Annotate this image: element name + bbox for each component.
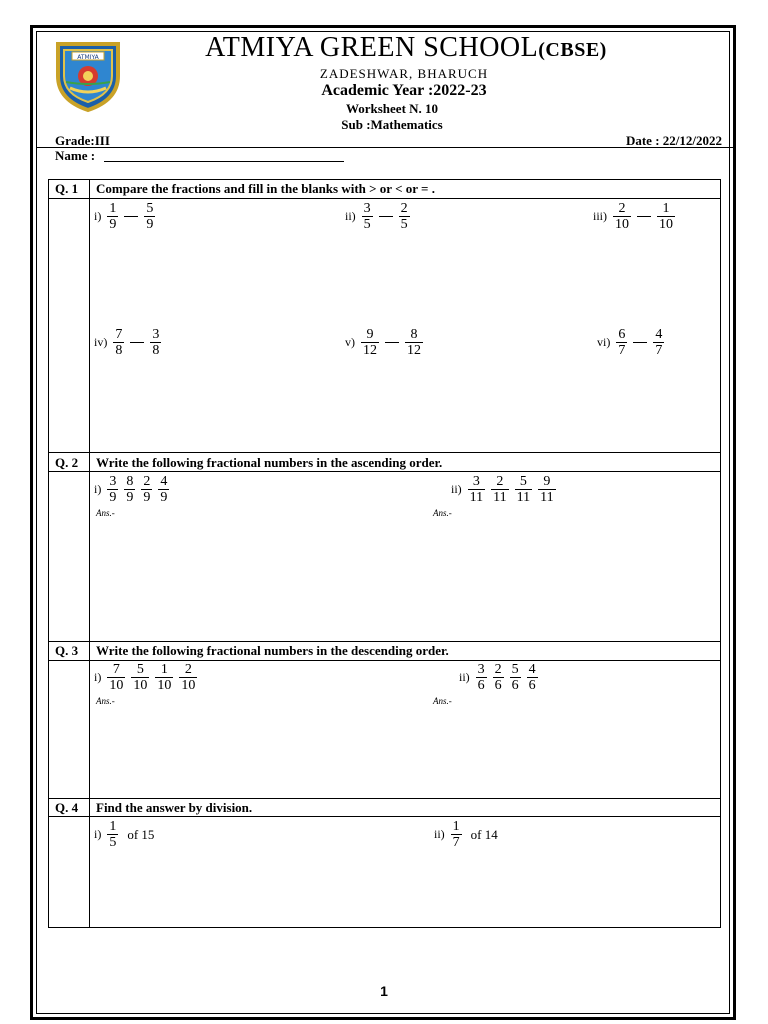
numerator: 9 (543, 474, 551, 489)
denominator: 8 (115, 343, 123, 358)
date-label: Date : 22/12/2022 (625, 133, 722, 148)
fraction (527, 662, 538, 693)
denominator: 9 (143, 490, 151, 505)
numerator: 2 (143, 474, 151, 489)
blank[interactable] (385, 342, 399, 343)
blank[interactable] (124, 216, 138, 217)
denominator: 6 (528, 678, 536, 693)
denominator: 11 (469, 490, 484, 505)
blank[interactable] (379, 216, 393, 217)
numerator: 1 (452, 819, 460, 834)
school-name: ATMIYA GREEN SCHOOL (205, 32, 539, 63)
q3-text: Write the following fractional numbers in the descending order. (96, 643, 449, 658)
denominator: 10 (133, 678, 148, 693)
q1-item[interactable] (345, 201, 413, 232)
fraction (131, 662, 149, 693)
item-label: i) (94, 209, 102, 223)
fraction (653, 327, 664, 358)
blank[interactable] (637, 216, 651, 217)
q1-number: Q. 1 (55, 181, 79, 196)
denominator: 5 (363, 217, 371, 232)
fraction (616, 327, 627, 358)
numerator: 1 (160, 662, 168, 677)
fraction (451, 819, 462, 850)
denominator: 6 (511, 678, 519, 693)
grade-label: Grade:III (55, 133, 110, 148)
numerator: 5 (511, 662, 519, 677)
q1-text: Compare the fractions and fill in the blanks with > or < or = . (96, 181, 435, 196)
fraction (538, 474, 555, 505)
numerator: 4 (655, 327, 663, 342)
fraction (107, 662, 125, 693)
q2-text: Write the following fractional numbers in the ascending order. (96, 455, 443, 470)
denominator: 10 (615, 217, 629, 232)
numerator: 3 (363, 201, 371, 216)
denominator: 7 (452, 835, 460, 850)
table-row-divider (48, 641, 721, 642)
numerator: 1 (109, 819, 117, 834)
item-label: i) (94, 482, 102, 496)
fraction (361, 327, 379, 358)
numerator: 3 (477, 662, 485, 677)
numerator: 5 (146, 201, 154, 216)
fraction (405, 327, 423, 358)
q1-item[interactable] (94, 327, 164, 358)
q3-item (459, 662, 541, 693)
fraction (491, 474, 508, 505)
denominator: 6 (494, 678, 502, 693)
denominator: 9 (109, 490, 117, 505)
q2-number: Q. 2 (55, 455, 79, 470)
subject: Sub :Mathematics (341, 117, 443, 132)
of-text: of 14 (470, 826, 498, 842)
fraction (107, 474, 118, 505)
item-label: i) (94, 827, 102, 841)
numerator: 7 (115, 327, 123, 342)
fraction (362, 201, 373, 232)
item-label: ii) (451, 482, 462, 496)
fraction (468, 474, 485, 505)
numerator: 1 (662, 201, 670, 216)
table-row-divider (48, 816, 721, 817)
table-row-divider (48, 660, 721, 661)
q4-item (94, 819, 154, 850)
academic-year: Academic Year :2022-23 (321, 82, 487, 99)
of-text: of 15 (127, 826, 155, 842)
table-row-divider (48, 198, 721, 199)
numerator: 4 (528, 662, 536, 677)
numerator: 1 (109, 201, 117, 216)
item-label: i) (94, 670, 102, 684)
fraction (476, 662, 487, 693)
denominator: 10 (109, 678, 124, 693)
numerator: 6 (618, 327, 626, 342)
item-label: iv) (94, 335, 108, 349)
numerator: 2 (184, 662, 192, 677)
numerator: 3 (109, 474, 117, 489)
table-row-divider (48, 452, 721, 453)
fraction (107, 819, 118, 850)
fraction (493, 662, 504, 693)
table-row-divider (48, 471, 721, 472)
fraction (613, 201, 631, 232)
answer-label: Ans.- (433, 696, 452, 706)
blank[interactable] (130, 342, 144, 343)
q3-number: Q. 3 (55, 643, 79, 658)
numerator: 5 (136, 662, 144, 677)
fraction (515, 474, 532, 505)
numerator: 8 (410, 327, 418, 342)
numerator: 2 (400, 201, 408, 216)
denominator: 7 (655, 343, 663, 358)
answer-label: Ans.- (96, 508, 115, 518)
fraction (179, 662, 197, 693)
name-blank[interactable] (104, 161, 344, 162)
fraction (399, 201, 410, 232)
item-label: ii) (434, 827, 445, 841)
school-board: (CBSE) (538, 39, 607, 61)
answer-label: Ans.- (96, 696, 115, 706)
fraction (124, 474, 135, 505)
fraction (144, 201, 155, 232)
numerator: 3 (472, 474, 480, 489)
numerator: 2 (618, 201, 626, 216)
item-label: ii) (459, 670, 470, 684)
q2-item (451, 474, 559, 505)
q4-text: Find the answer by division. (96, 800, 253, 815)
answer-label: Ans.- (433, 508, 452, 518)
denominator: 9 (126, 490, 134, 505)
fraction (107, 201, 118, 232)
q3-item (94, 662, 200, 693)
item-label: ii) (345, 209, 356, 223)
denominator: 10 (157, 678, 172, 693)
fraction (657, 201, 675, 232)
logo-text: ATMIYA (77, 54, 99, 61)
name-label: Name : (55, 148, 96, 163)
denominator: 12 (363, 343, 377, 358)
numerator: 2 (494, 662, 502, 677)
numerator: 2 (496, 474, 504, 489)
item-label: v) (345, 335, 355, 349)
fraction (155, 662, 173, 693)
denominator: 10 (659, 217, 673, 232)
denominator: 5 (109, 835, 117, 850)
q4-item (434, 819, 498, 850)
page-number: 1 (380, 983, 388, 999)
blank[interactable] (633, 342, 647, 343)
numerator: 8 (126, 474, 134, 489)
denominator: 11 (516, 490, 531, 505)
q1-item[interactable] (94, 201, 158, 232)
denominator: 6 (477, 678, 485, 693)
item-label: vi) (597, 335, 611, 349)
q1-item[interactable] (597, 327, 667, 358)
fraction (150, 327, 161, 358)
numerator: 3 (152, 327, 160, 342)
numerator: 5 (519, 474, 527, 489)
worksheet-number: Worksheet N. 10 (345, 101, 439, 116)
fraction (510, 662, 521, 693)
q4-number: Q. 4 (55, 800, 79, 815)
denominator: 12 (407, 343, 421, 358)
denominator: 9 (146, 217, 154, 232)
fraction (113, 327, 124, 358)
fraction (158, 474, 169, 505)
denominator: 9 (109, 217, 117, 232)
q2-item (94, 474, 172, 505)
numerator: 4 (160, 474, 168, 489)
q1-item[interactable] (345, 327, 426, 358)
numerator: 7 (112, 662, 120, 677)
denominator: 11 (540, 490, 554, 505)
denominator: 5 (400, 217, 408, 232)
denominator: 11 (493, 490, 507, 505)
q1-item[interactable] (593, 201, 678, 232)
fraction (141, 474, 152, 505)
denominator: 8 (152, 343, 160, 358)
denominator: 9 (160, 490, 168, 505)
school-location: ZADESHWAR, BHARUCH (319, 66, 489, 81)
denominator: 7 (618, 343, 626, 358)
header-divider (36, 147, 736, 148)
denominator: 10 (181, 678, 196, 693)
school-title (22, 32, 768, 64)
numerator: 9 (366, 327, 374, 342)
table-row-divider (48, 798, 721, 799)
item-label: iii) (593, 209, 607, 223)
